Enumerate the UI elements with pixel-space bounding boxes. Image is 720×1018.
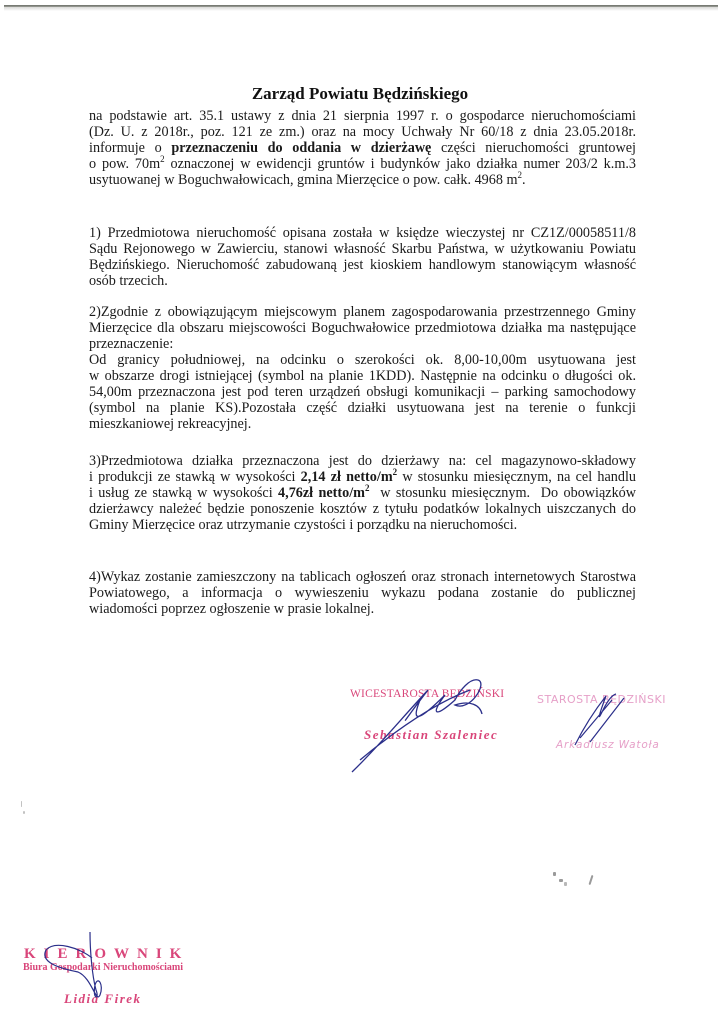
text: i produkcji ze stawką w wysokości xyxy=(89,469,301,485)
stamp-name: Sebastian Szaleniec xyxy=(364,727,499,742)
text: informuje o xyxy=(89,140,172,156)
section-line: Powiatowego, a informacja o wywieszeniu wykazu podana zostanie do publicznej xyxy=(89,585,636,601)
text: o pow. 70m xyxy=(89,156,161,172)
section-line: 1) Przedmiotowa nieruchomość opisana została w księdze wieczystej nr CZ1Z/00058511/8 xyxy=(89,225,636,241)
section-line: przeznaczenie: xyxy=(89,336,174,352)
stamp-title: WICESTAROSTA BĘDZIŃSKI xyxy=(350,688,505,700)
document-title: Zarząd Powiatu Będzińskiego xyxy=(251,84,469,103)
section-line: 4)Wykaz zostanie zamieszczony na tablicach ogłoszeń oraz stronach internetowych Starostwa xyxy=(89,569,636,585)
section-line xyxy=(89,469,636,485)
rate-trade-services: 4,76zł netto/m xyxy=(278,485,365,501)
scan-edge-shadow xyxy=(4,7,718,11)
text: i usług ze stawką w wysokości xyxy=(89,485,279,501)
section-line: wiadomości poprzez ogłoszenie w prasie lokalnej. xyxy=(89,601,375,617)
section-line: 3)Przedmiotowa działka przeznaczona jest do dzierżawy na: cel magazynowo-składowy xyxy=(89,453,636,469)
text: w stosunku miesięcznym, na cel handlu xyxy=(397,469,636,485)
text: usytuowanej w Boguchwałowicach, gmina Mierzęcice o pow. całk. 4968 m xyxy=(89,172,518,188)
section-line: w obszarze drogi istniejącej (symbol na planie 1KDD). Następnie na odcinku o długości ok. xyxy=(89,368,636,384)
superscript: 2 xyxy=(517,170,523,180)
superscript: 2 xyxy=(364,483,370,493)
intro-line xyxy=(89,140,636,156)
text: części nieruchomości gruntowej xyxy=(431,140,636,156)
stamp-subtitle: Biura Gospodarki Nieruchomościami xyxy=(23,962,184,973)
section-line: 2)Zgodnie z obowiązującym miejscowym planem zagospodarowania przestrzennego Gminy xyxy=(89,304,636,320)
text: oznaczonej w ewidencji gruntów i budynków jako działka numer 203/2 k.m.3 xyxy=(164,156,636,172)
text: w stosunku miesięcznym. Do obowiązków xyxy=(369,485,637,501)
superscript: 2 xyxy=(392,467,398,477)
stamp-title: KIEROWNIK xyxy=(24,946,190,962)
rate-retail-production: 2,14 zł netto/m xyxy=(300,469,393,485)
section-line: (symbol na planie KS).Pozostała część działki usytuowana jest na terenie o funkcji xyxy=(89,400,636,416)
section-line: dzierżawcy należeć będzie ponoszenie kosztów z tytułu podatków lokalnych uiszczanych do xyxy=(89,501,636,517)
bold-text: przeznaczeniu do oddania w dzierżawę xyxy=(171,140,432,156)
superscript: 2 xyxy=(160,154,165,164)
section-line: 54,00m przeznaczona jest pod teren urządzeń obsługi komunikacji – parking samochodowy xyxy=(89,384,636,400)
intro-line: na podstawie art. 35.1 ustawy z dnia 21 sierpnia 1997 r. o gospodarce nieruchomościami xyxy=(89,108,636,124)
section-line: Gminy Mierzęcice oraz utrzymanie czystości i porządku na nieruchomości. xyxy=(89,517,518,533)
intro-line xyxy=(89,156,636,172)
section-line: mieszkaniowej rekreacyjnej. xyxy=(89,416,252,432)
intro-line: (Dz. U. z 2018r., poz. 121 ze zm.) oraz na mocy Uchwały Nr 60/18 z dnia 23.05.2018r. xyxy=(89,124,636,140)
stamp-name: Arkadiusz Watoła xyxy=(556,739,660,751)
stamp-title: STAROSTA BĘDZIŃSKI xyxy=(537,693,666,706)
text: . xyxy=(522,172,526,188)
section-line xyxy=(89,485,636,501)
section-line: Od granicy południowej, na odcinku o szerokości ok. 8,00-10,00m usytuowana jest xyxy=(89,352,636,368)
section-line: Sądu Rejonowego w Zawierciu, stanowi własność Skarbu Państwa, w użytkowaniu Powiatu xyxy=(89,241,636,257)
section-line: Mierzęcice dla obszaru miejscowości Boguchwałowice przedmiotowa działka ma następujące xyxy=(89,320,636,336)
section-line: osób trzecich. xyxy=(89,273,168,289)
section-line: Będzińskiego. Nieruchomość zabudowaną jest kioskiem handlowym stanowiącym własność xyxy=(89,257,636,273)
stamp-name: Lidia Firek xyxy=(64,991,142,1006)
intro-line xyxy=(89,172,636,188)
